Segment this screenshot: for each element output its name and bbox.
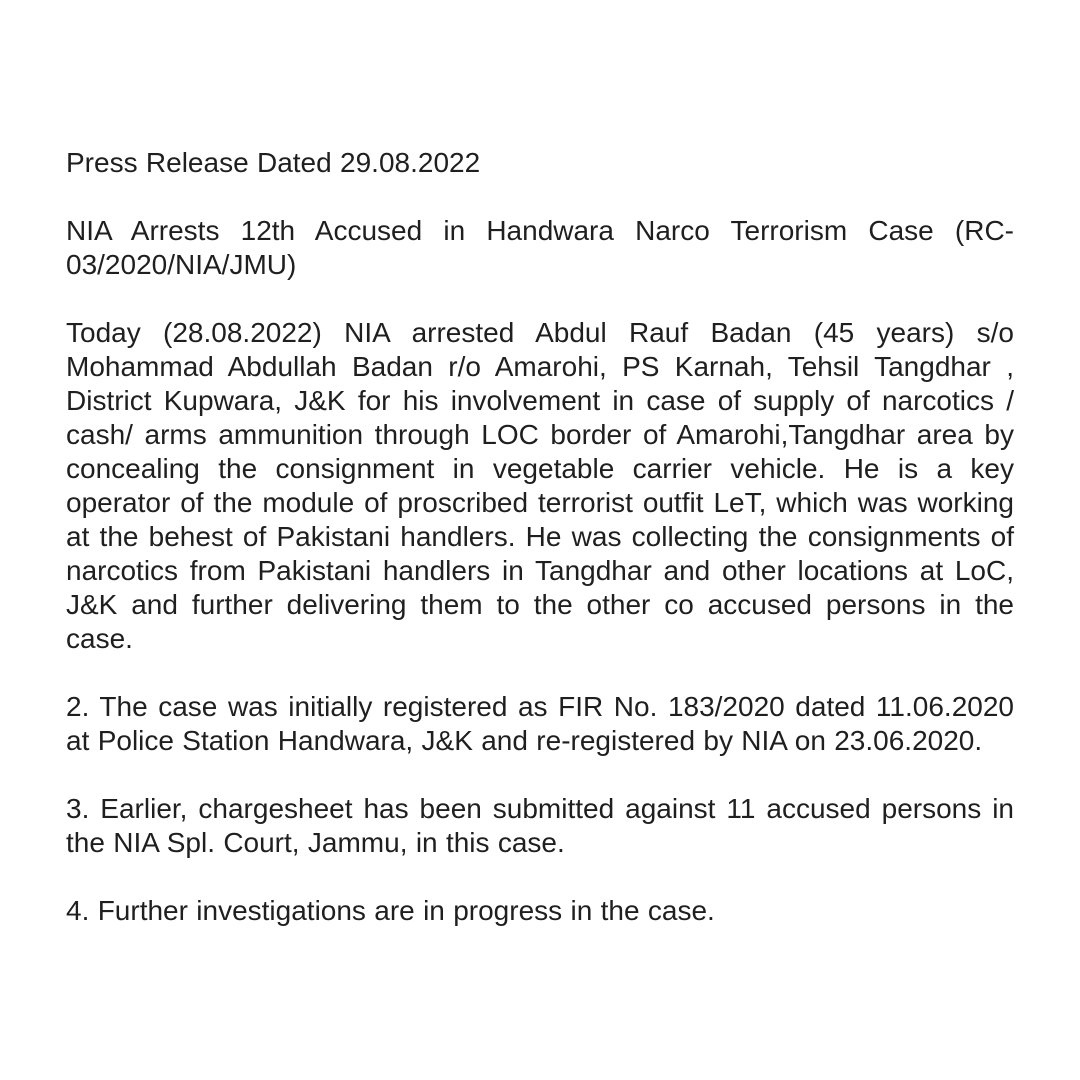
body-paragraph-case-registration: 2. The case was initially registered as FIR No. 183/2020 dated 11.06.2020 at Police Station Handwara, J&K and re-registered by NIA on 23.06.2020.	[66, 691, 1014, 756]
body-paragraph-chargesheet: 3. Earlier, chargesheet has been submitted against 11 accused persons in the NIA Spl. Court, Jammu, in this case.	[66, 793, 1014, 858]
body-paragraph-investigation-status: 4. Further investigations are in progress in the case.	[66, 895, 715, 926]
date-line: Press Release Dated 29.08.2022	[66, 147, 481, 178]
body-paragraph-arrest-details: Today (28.08.2022) NIA arrested Abdul Rauf Badan (45 years) s/o Mohammad Abdullah Badan r/o Amarohi, PS Karnah, Tehsil Tangdhar , District Kupwara, J&K for his involvement in case of supply of narcotics / cash/ arms ammunition through LOC border of Amarohi,Tangdhar area by concealing the consignment in vegetable carrier vehicle. He is a key operator of the module of proscribed terrorist outfit LeT, which was working at the behest of Pakistani handlers. He was collecting the consignments of narcotics from Pakistani handlers in Tangdhar and other locations at LoC, J&K and further delivering them to the other co accused persons in the case.	[66, 317, 1014, 654]
release-title: NIA Arrests 12th Accused in Handwara Narco Terrorism Case (RC-03/2020/NIA/JMU)	[66, 215, 1014, 280]
